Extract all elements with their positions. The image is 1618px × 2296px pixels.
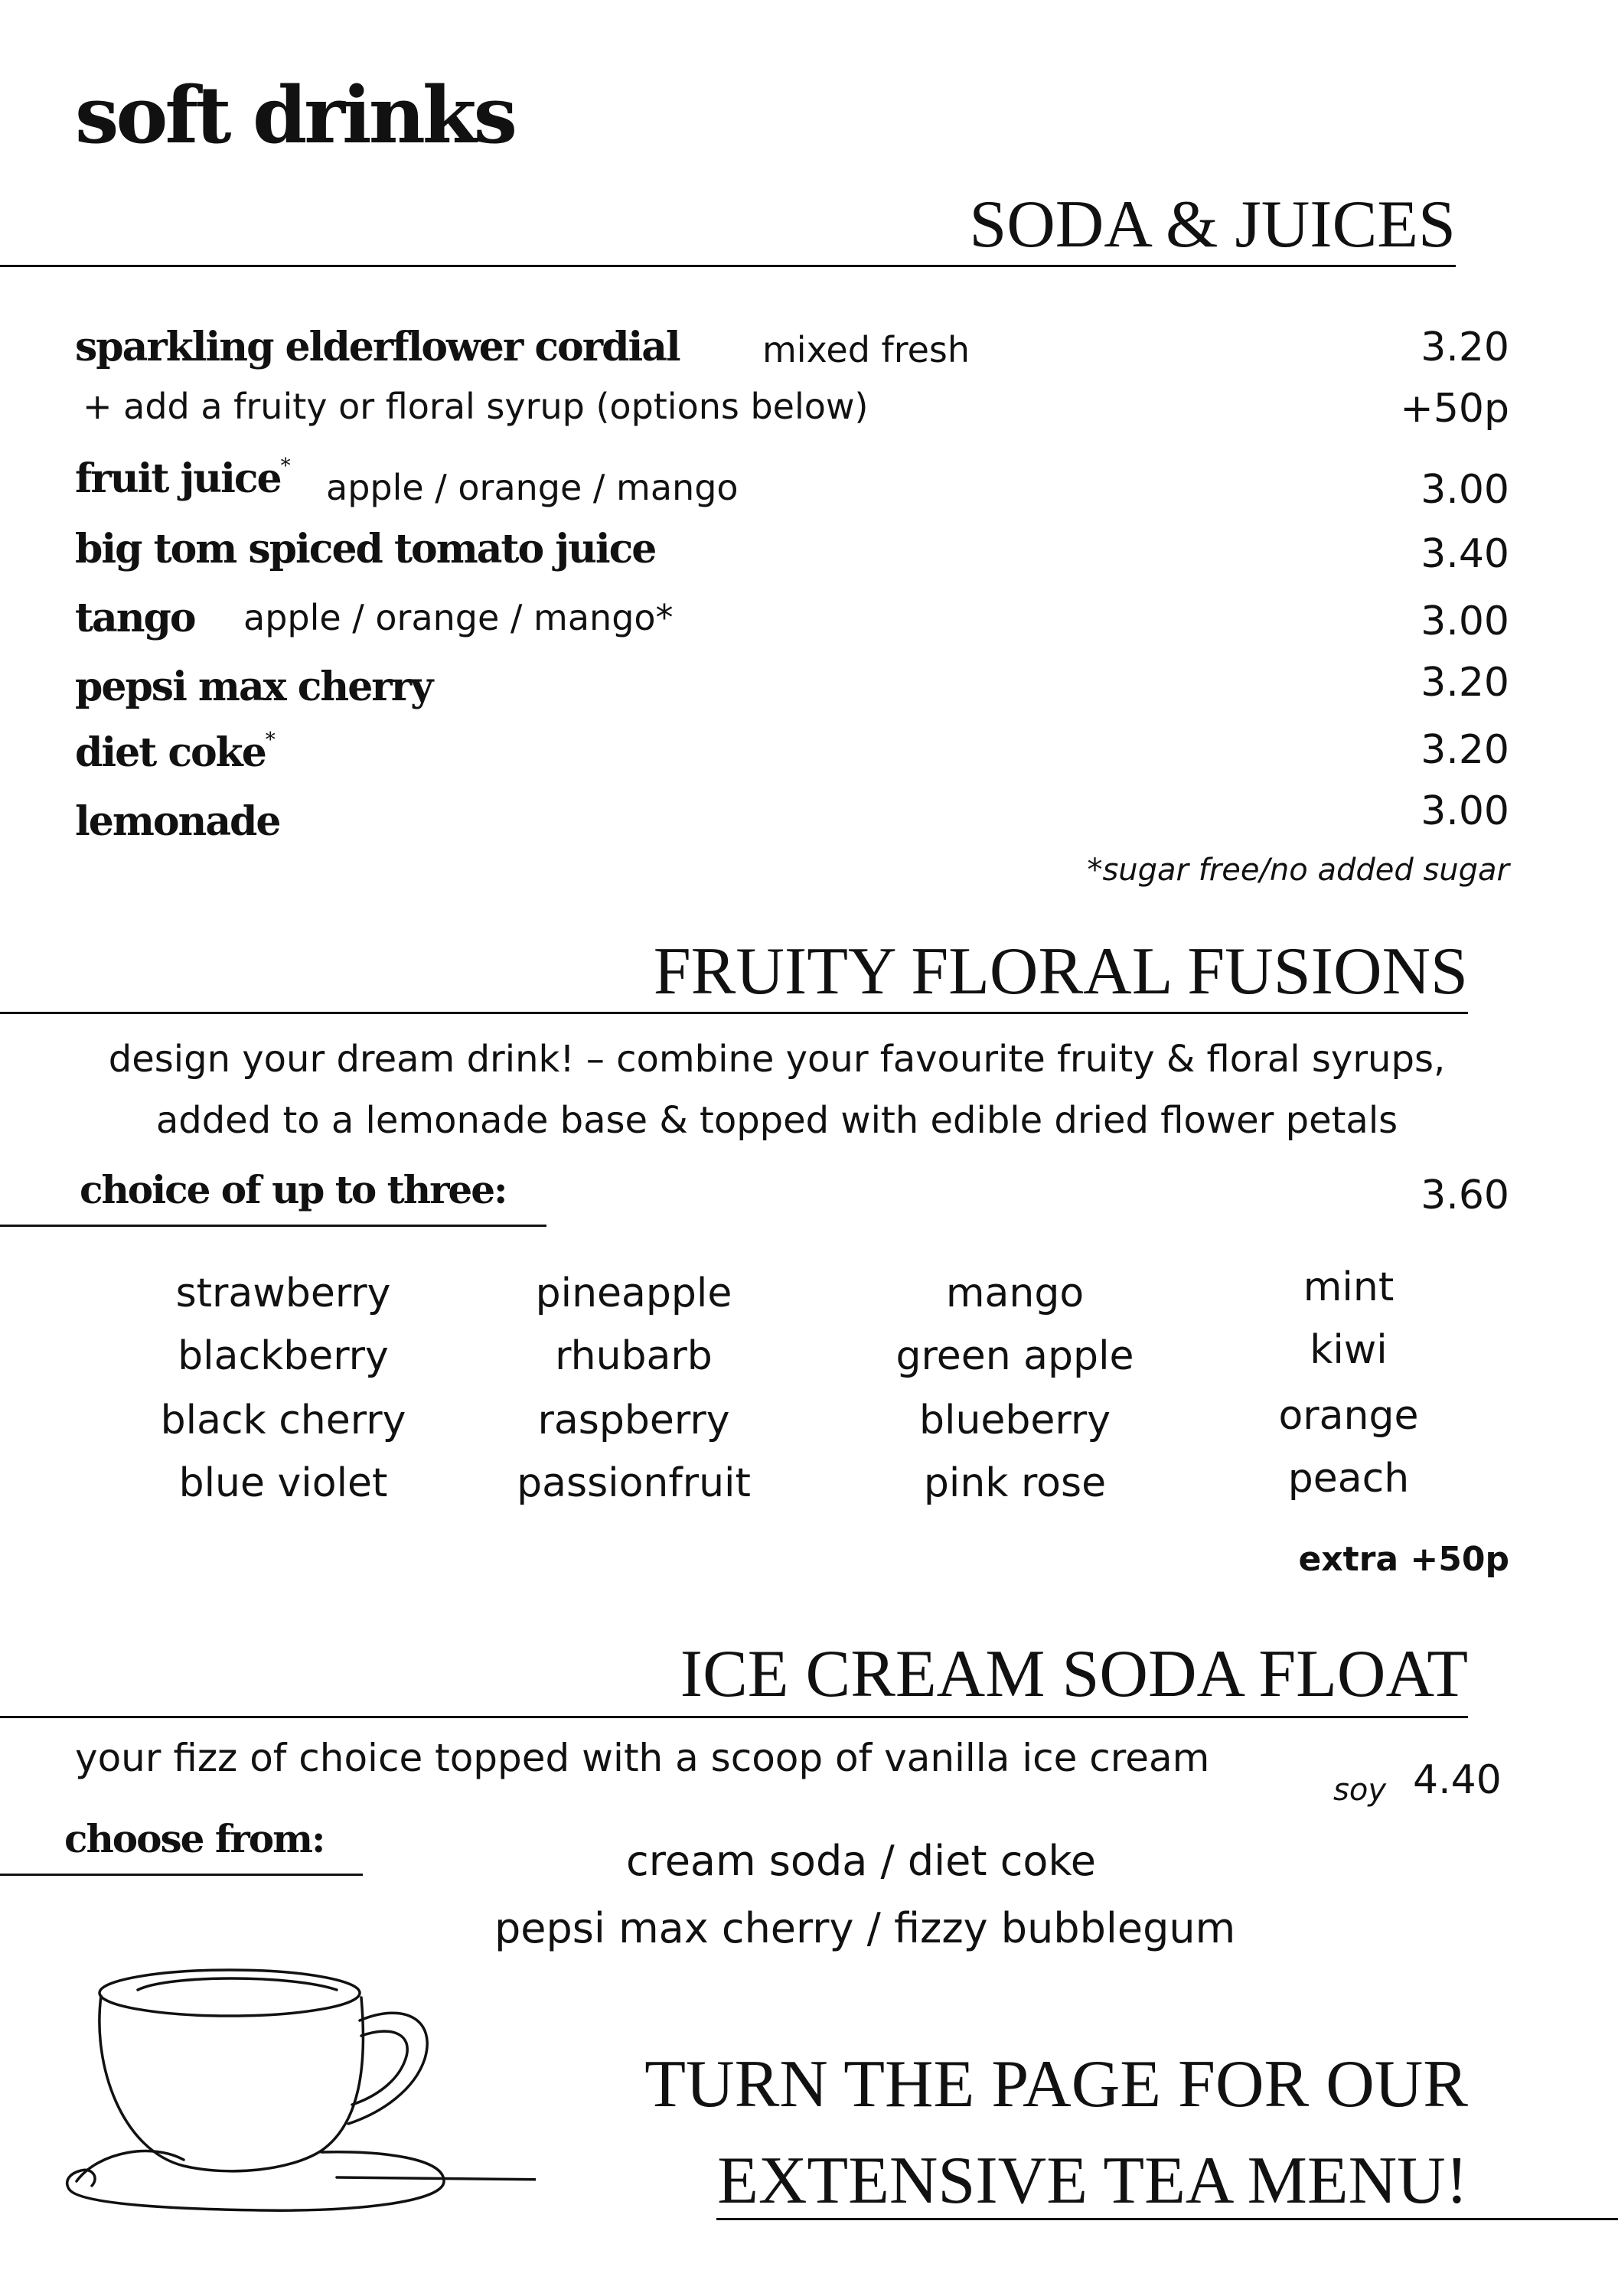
menu-item-name: lemonade xyxy=(75,798,280,845)
flavour-item: orange xyxy=(1278,1393,1419,1439)
menu-item-price: 3.20 xyxy=(1421,727,1509,773)
flavour-item: blueberry xyxy=(918,1397,1111,1443)
footnote: *sugar free/no added sugar xyxy=(1087,853,1509,888)
menu-item-name: pepsi max cherry xyxy=(75,664,432,710)
menu-item-desc: apple / orange / mango* xyxy=(243,597,674,638)
extra-price: extra +50p xyxy=(1298,1540,1509,1579)
menu-item-name: big tom spiced tomato juice xyxy=(75,526,656,572)
menu-item-name: fruit juice* xyxy=(75,455,289,502)
section-divider xyxy=(0,1716,1468,1718)
menu-item-price: 3.00 xyxy=(1421,598,1509,644)
section-divider xyxy=(0,1874,363,1876)
footer-line-1: TURN THE PAGE FOR OUR xyxy=(644,2047,1468,2122)
section-divider xyxy=(0,1012,1468,1014)
footer-line-2: EXTENSIVE TEA MENU! xyxy=(717,2144,1468,2218)
flavour-item: raspberry xyxy=(537,1397,730,1443)
section-divider xyxy=(716,2218,1618,2220)
flavour-item: passionfruit xyxy=(517,1460,751,1506)
menu-item-desc: + add a fruity or floral syrup (options below) xyxy=(83,386,869,427)
section-heading-soda: SODA & JUICES xyxy=(969,188,1456,262)
flavour-item: rhubarb xyxy=(555,1333,713,1379)
flavour-item: kiwi xyxy=(1310,1327,1388,1373)
menu-item-desc: apple / orange / mango xyxy=(326,467,739,508)
fusions-intro: added to a lemonade base & topped with edible dried flower petals xyxy=(155,1099,1398,1142)
menu-item-price: +50p xyxy=(1400,386,1509,432)
menu-item-price: 3.20 xyxy=(1421,660,1509,706)
menu-item-name: tango xyxy=(75,595,195,641)
float-options: cream soda / diet coke xyxy=(626,1837,1096,1885)
page-title: soft drinks xyxy=(75,70,515,161)
flavour-item: pink rose xyxy=(923,1460,1107,1506)
menu-item-name: sparkling elderflower cordial xyxy=(75,324,680,370)
section-divider xyxy=(0,265,1456,267)
soy-label: soy xyxy=(1333,1773,1386,1808)
fusions-intro: design your dream drink! – combine your favourite fruity & floral syrups, xyxy=(108,1038,1446,1081)
flavour-item: mint xyxy=(1303,1264,1395,1310)
fusions-price: 3.60 xyxy=(1421,1172,1509,1218)
choose-label: choose from: xyxy=(64,1816,325,1861)
section-heading-fusions: FRUITY FLORAL FUSIONS xyxy=(653,934,1468,1009)
menu-item-name: diet coke* xyxy=(75,729,274,776)
float-options: pepsi max cherry / fizzy bubblegum xyxy=(494,1904,1236,1952)
menu-item-desc: mixed fresh xyxy=(762,329,970,370)
float-desc: your fizz of choice topped with a scoop of vanilla ice cream xyxy=(75,1736,1210,1780)
menu-item-price: 3.40 xyxy=(1421,531,1509,577)
teacup-icon xyxy=(46,1959,536,2212)
flavour-item: pineapple xyxy=(535,1270,732,1316)
flavour-item: black cherry xyxy=(160,1397,406,1443)
choice-label: choice of up to three: xyxy=(80,1167,507,1212)
section-heading-float: ICE CREAM SODA FLOAT xyxy=(680,1637,1468,1711)
flavour-item: strawberry xyxy=(175,1270,391,1316)
float-price: 4.40 xyxy=(1413,1757,1502,1803)
section-divider xyxy=(0,1225,546,1227)
menu-item-price: 3.00 xyxy=(1421,467,1509,513)
menu-item-price: 3.00 xyxy=(1421,788,1509,834)
flavour-item: mango xyxy=(945,1270,1085,1316)
flavour-item: peach xyxy=(1287,1456,1410,1502)
flavour-item: green apple xyxy=(895,1333,1134,1379)
flavour-item: blackberry xyxy=(178,1333,389,1379)
flavour-item: blue violet xyxy=(178,1460,388,1506)
menu-item-price: 3.20 xyxy=(1421,325,1509,370)
